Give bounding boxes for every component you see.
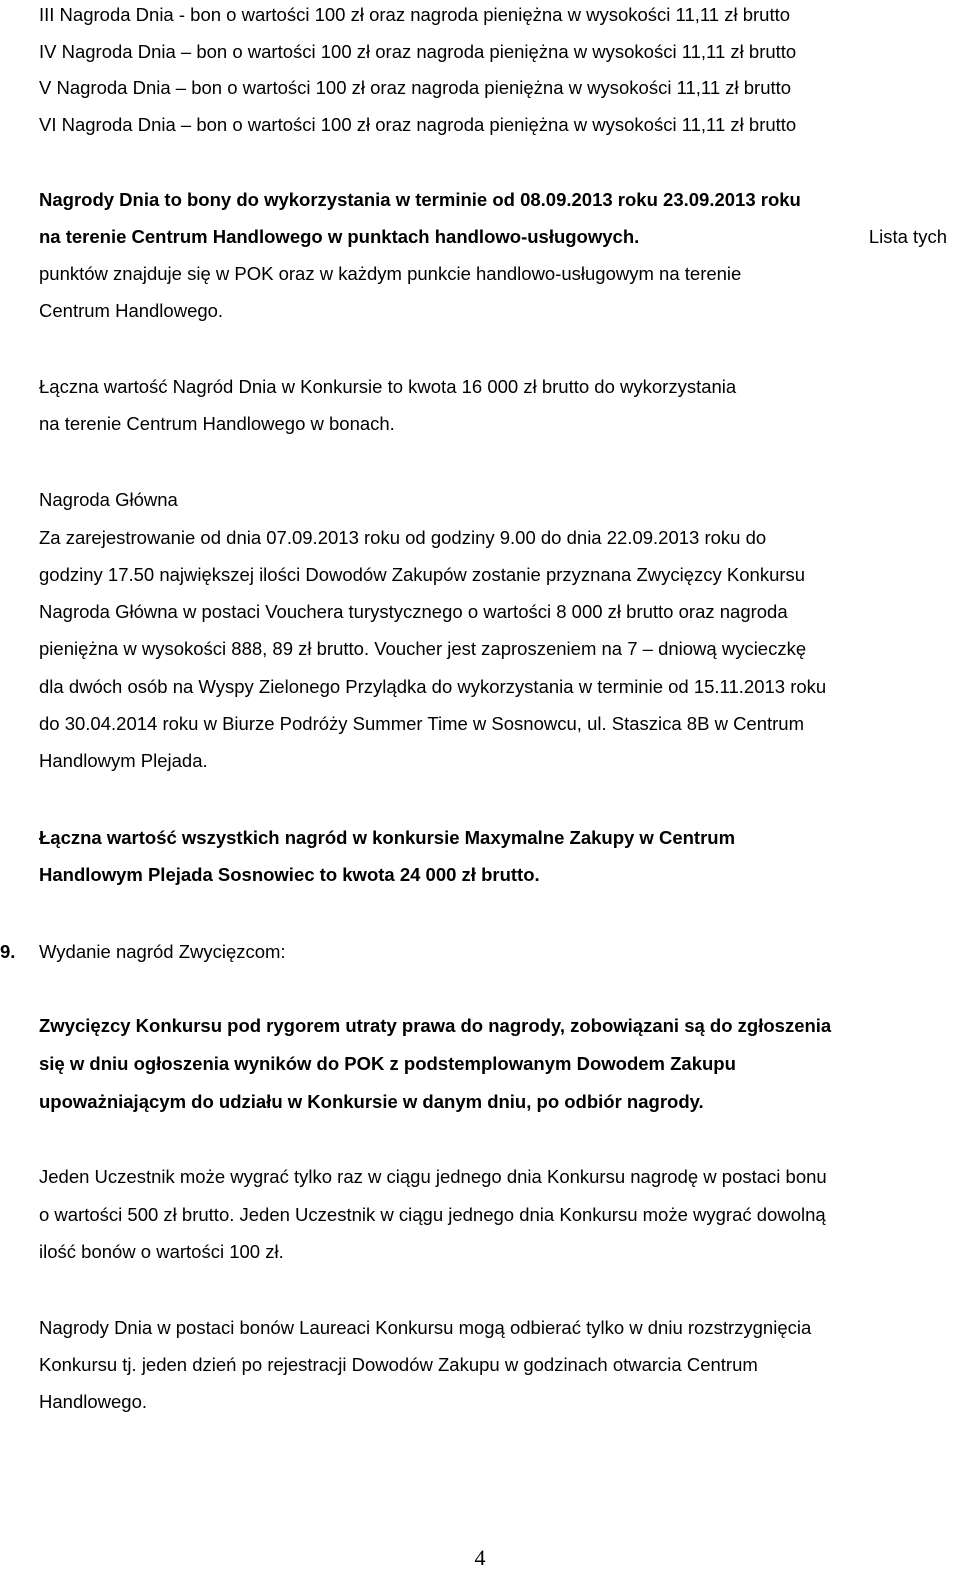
prize-line-v: V Nagroda Dnia – bon o wartości 100 zł oraz nagroda pieniężna w wysokości 11,11 zł brutto bbox=[39, 77, 792, 98]
prize-line-iii: III Nagroda Dnia - bon o wartości 100 zł oraz nagroda pieniężna w wysokości 11,11 zł brutto bbox=[39, 4, 791, 25]
day-prizes-note-bold-part: na terenie Centrum Handlowego w punktach handlowo-usługowych. bbox=[39, 226, 640, 247]
section-title: Wydanie nagród Zwycięzcom: bbox=[39, 941, 286, 962]
section-number: 9. bbox=[0, 941, 16, 962]
main-prize-line-2: godziny 17.50 największej ilości Dowodów Zakupów zostanie przyznana Zwycięzcy Konkursu bbox=[39, 564, 806, 585]
main-prize-line-6: do 30.04.2014 roku w Biurze Podróży Summer Time w Sosnowcu, ul. Staszica 8B w Centrum bbox=[39, 713, 805, 734]
main-prize-line-5: dla dwóch osób na Wyspy Zielonego Przylądka do wykorzystania w terminie od 15.11.2013 roku bbox=[39, 676, 827, 697]
pickup-line-2: Konkursu tj. jeden dzień po rejestracji Dowodów Zakupu w godzinach otwarcia Centrum bbox=[39, 1354, 758, 1375]
participant-rules-line-3: ilość bonów o wartości 100 zł. bbox=[39, 1241, 284, 1262]
day-prizes-note-line-4: Centrum Handlowego. bbox=[39, 300, 224, 321]
prize-line-vi: VI Nagroda Dnia – bon o wartości 100 zł oraz nagroda pieniężna w wysokości 11,11 zł brutto bbox=[39, 114, 797, 135]
main-prize-line-4: pieniężna w wysokości 888, 89 zł brutto. Voucher jest zaproszeniem na 7 – dniową wycieczkę bbox=[39, 638, 807, 659]
winners-obligation-line-2: się w dniu ogłoszenia wyników do POK z podstemplowanym Dowodem Zakupu bbox=[39, 1053, 736, 1074]
prize-line-iv: IV Nagroda Dnia – bon o wartości 100 zł oraz nagroda pieniężna w wysokości 11,11 zł brutto bbox=[39, 41, 797, 62]
day-prizes-total-line-2: na terenie Centrum Handlowego w bonach. bbox=[39, 413, 395, 434]
main-prize-line-3: Nagroda Główna w postaci Vouchera turystycznego o wartości 8 000 zł brutto oraz nagroda bbox=[39, 601, 788, 622]
pickup-line-1: Nagrody Dnia w postaci bonów Laureaci Konkursu mogą odbierać tylko w dniu rozstrzygnięcia bbox=[39, 1317, 812, 1338]
day-prizes-note-line-2 bbox=[39, 225, 947, 249]
total-prizes-line-1: Łączna wartość wszystkich nagród w konkursie Maxymalne Zakupy w Centrum bbox=[39, 827, 736, 848]
main-prize-line-7: Handlowym Plejada. bbox=[39, 750, 208, 771]
winners-obligation-line-1: Zwycięzcy Konkursu pod rygorem utraty prawa do nagrody, zobowiązani są do zgłoszenia bbox=[39, 1015, 832, 1036]
day-prizes-note-list-part: Lista tych bbox=[868, 226, 947, 247]
day-prizes-note-line-3: punktów znajduje się w POK oraz w każdym punkcie handlowo-usługowym na terenie bbox=[39, 263, 742, 284]
main-prize-heading: Nagroda Główna bbox=[39, 489, 178, 510]
total-prizes-line-2: Handlowym Plejada Sosnowiec to kwota 24 000 zł brutto. bbox=[39, 864, 540, 885]
main-prize-line-1: Za zarejestrowanie od dnia 07.09.2013 roku od godziny 9.00 do dnia 22.09.2013 roku do bbox=[39, 527, 767, 548]
participant-rules-line-1: Jeden Uczestnik może wygrać tylko raz w ciągu jednego dnia Konkursu nagrodę w postaci bonu bbox=[39, 1166, 827, 1187]
day-prizes-note-line-1: Nagrody Dnia to bony do wykorzystania w terminie od 08.09.2013 roku 23.09.2013 roku bbox=[39, 189, 801, 210]
page-number: 4 bbox=[474, 1545, 486, 1570]
day-prizes-total-line-1: Łączna wartość Nagród Dnia w Konkursie to kwota 16 000 zł brutto do wykorzystania bbox=[39, 376, 737, 397]
pickup-line-3: Handlowego. bbox=[39, 1391, 147, 1412]
participant-rules-line-2: o wartości 500 zł brutto. Jeden Uczestnik w ciągu jednego dnia Konkursu może wygrać dowolną bbox=[39, 1204, 826, 1225]
winners-obligation-line-3: upoważniającym do udziału w Konkursie w danym dniu, po odbiór nagrody. bbox=[39, 1091, 704, 1112]
